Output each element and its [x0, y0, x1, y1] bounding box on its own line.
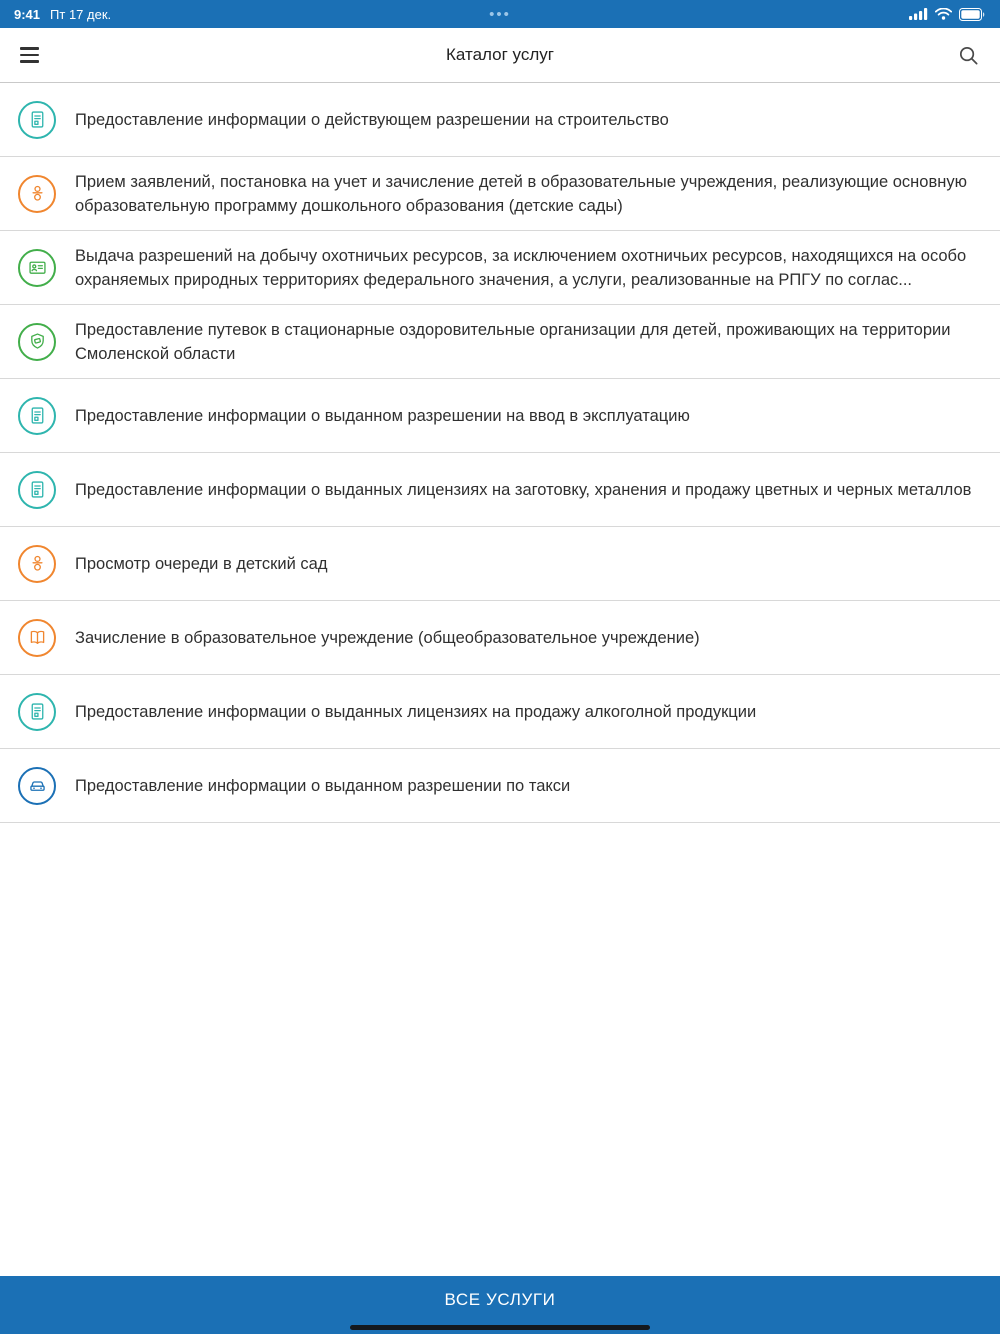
id-card-icon	[18, 249, 56, 287]
home-indicator[interactable]	[350, 1325, 650, 1330]
service-label: Предоставление информации о выданном разрешении по такси	[75, 776, 571, 795]
search-icon[interactable]	[957, 44, 980, 67]
service-row[interactable]	[0, 453, 1000, 527]
service-row[interactable]	[0, 675, 1000, 749]
battery-icon	[959, 8, 986, 21]
service-label: Предоставление информации о действующем разрешении на строительство	[75, 110, 669, 129]
service-label: Предоставление информации о выданном разрешении на ввод в эксплуатацию	[75, 406, 690, 425]
status-bar	[0, 0, 1000, 28]
status-time: 9:41	[14, 6, 41, 22]
service-row[interactable]	[0, 305, 1000, 379]
book-icon	[18, 619, 56, 657]
status-date: Пт 17 дек.	[50, 6, 112, 22]
service-row[interactable]	[0, 83, 1000, 157]
service-label: Зачисление в образовательное учреждение (общеобразовательное учреждение)	[75, 628, 700, 647]
service-row[interactable]	[0, 231, 1000, 305]
cellular-signal-icon	[909, 8, 928, 20]
service-row[interactable]	[0, 527, 1000, 601]
service-row[interactable]	[0, 601, 1000, 675]
document-icon	[18, 397, 56, 435]
wifi-icon	[935, 8, 952, 20]
service-row[interactable]	[0, 379, 1000, 453]
service-row[interactable]	[0, 157, 1000, 231]
all-services-label: ВСЕ УСЛУГИ	[444, 1290, 556, 1309]
service-label: Просмотр очереди в детский сад	[75, 554, 328, 573]
service-label: Предоставление путевок в стационарные оздоровительные организации для детей, проживающих на территории Смоленской области	[75, 320, 951, 363]
page-title: Каталог услуг	[446, 45, 554, 64]
shield-icon	[18, 323, 56, 361]
document-icon	[18, 693, 56, 731]
document-icon	[18, 471, 56, 509]
nav-bar	[0, 28, 1000, 83]
service-label: Выдача разрешений на добычу охотничьих ресурсов, за исключением охотничьих ресурсов, находящихся на особо охраняемых природных территориях федерального значения, а услуги, реализованные на РПГУ по соглас...	[75, 246, 967, 289]
document-icon	[18, 101, 56, 139]
pacifier-icon	[18, 545, 56, 583]
car-icon	[18, 767, 56, 805]
service-label: Предоставление информации о выданных лицензиях на заготовку, хранения и продажу цветных и черных металлов	[75, 480, 972, 499]
service-label: Прием заявлений, постановка на учет и зачисление детей в образовательные учреждения, реализующие основную образовательную программу дошкольного образования (детские сады)	[75, 172, 967, 215]
service-label: Предоставление информации о выданных лицензиях на продажу алкоголной продукции	[75, 702, 757, 721]
status-dots: •••	[489, 5, 511, 23]
service-list	[0, 83, 1000, 823]
service-row[interactable]	[0, 749, 1000, 823]
hamburger-menu-icon[interactable]	[20, 47, 39, 62]
all-services-button[interactable]	[0, 1276, 1000, 1334]
pacifier-icon	[18, 175, 56, 213]
